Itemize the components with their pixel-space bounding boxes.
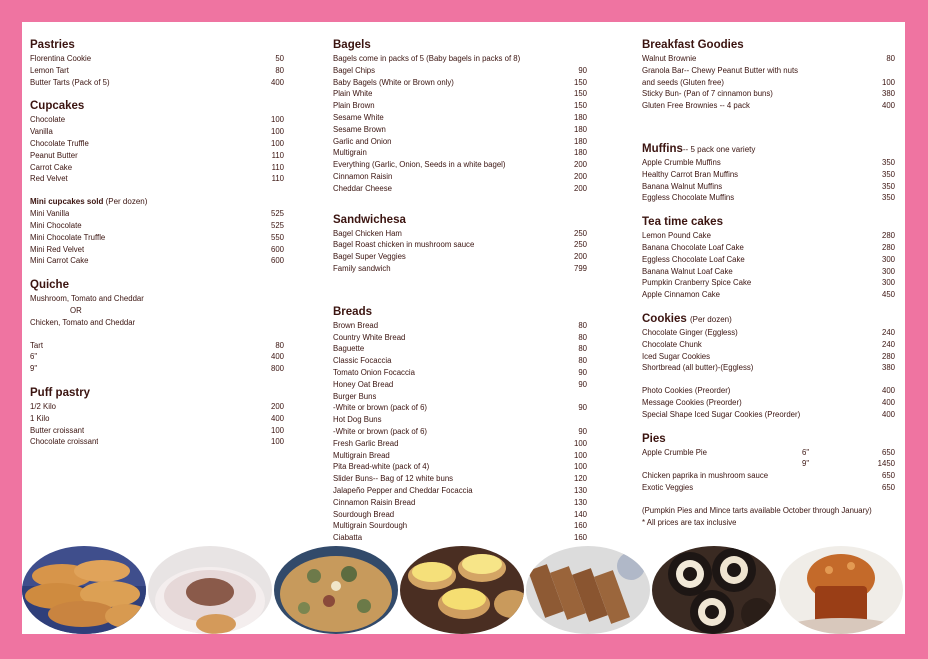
menu-item bbox=[642, 88, 895, 100]
breakfast-list bbox=[642, 53, 895, 112]
menu-item-name: 6" bbox=[30, 352, 38, 362]
menu-item-price: 600 bbox=[270, 256, 284, 266]
menu-item bbox=[30, 65, 284, 77]
menu-item bbox=[642, 53, 895, 65]
menu-item-name: Vanilla bbox=[30, 127, 53, 137]
menu-item-price: 100 bbox=[270, 127, 284, 137]
menu-item bbox=[333, 355, 587, 367]
section-title-muffins bbox=[642, 142, 895, 157]
menu-item bbox=[30, 220, 284, 232]
section-title-cookies bbox=[642, 312, 895, 327]
menu-item-name: 1/2 Kilo bbox=[30, 401, 57, 411]
menu-item bbox=[333, 450, 587, 462]
menu-item-price: 350 bbox=[881, 193, 895, 203]
menu-item bbox=[642, 242, 895, 254]
menu-item bbox=[333, 124, 587, 136]
menu-item-name: Sesame Brown bbox=[333, 124, 386, 134]
menu-item-price: 180 bbox=[573, 136, 587, 146]
menu-item-price: 100 bbox=[881, 77, 895, 87]
menu-item-name: Chocolate Truffle bbox=[30, 138, 89, 148]
menu-item-name: Burger Buns bbox=[333, 391, 377, 401]
tea-time-list bbox=[642, 230, 895, 301]
menu-item-name: Mini Vanilla bbox=[30, 209, 70, 219]
menu-item-name: Ciabatta bbox=[333, 533, 363, 543]
menu-item-price: 100 bbox=[573, 462, 587, 472]
menu-item bbox=[333, 251, 587, 263]
menu-item bbox=[30, 255, 284, 267]
menu-item-name: 1 Kilo bbox=[30, 413, 50, 423]
cookies-note: (Per dozen) bbox=[689, 314, 732, 324]
menu-item bbox=[333, 402, 587, 414]
menu-item-name: Bagel Roast chicken in mushroom sauce bbox=[333, 240, 475, 250]
menu-item-name: Special Shape Iced Sugar Cookies (Preorder) bbox=[642, 409, 801, 419]
menu-item-price: 120 bbox=[573, 474, 587, 484]
menu-item-name: Banana Chocolate Loaf Cake bbox=[642, 242, 744, 252]
menu-item-price: 799 bbox=[573, 263, 587, 273]
menu-item-name: Lemon Pound Cake bbox=[642, 231, 711, 241]
menu-item bbox=[30, 340, 284, 352]
menu-item bbox=[333, 263, 587, 275]
menu-item-price: 250 bbox=[573, 240, 587, 250]
menu-item bbox=[642, 482, 895, 494]
menu-item bbox=[333, 320, 587, 332]
menu-item-price: 80 bbox=[578, 332, 587, 342]
menu-item-name: Apple Cinnamon Cake bbox=[642, 290, 721, 300]
menu-item bbox=[333, 147, 587, 159]
section-title-bagels: Bagels bbox=[333, 39, 371, 51]
menu-item-price: 800 bbox=[270, 364, 284, 374]
menu-item-price: 80 bbox=[275, 65, 284, 75]
menu-item-name: Baby Bagels (White or Brown only) bbox=[333, 77, 454, 87]
menu-item bbox=[333, 343, 587, 355]
menu-item-name: Cheddar Cheese bbox=[333, 183, 392, 193]
menu-item-name: Baguette bbox=[333, 344, 365, 354]
pie-apple-row-1 bbox=[642, 447, 895, 459]
menu-item bbox=[333, 367, 587, 379]
pie-apple-name: Apple Crumble Pie bbox=[642, 447, 708, 457]
menu-item-price: 350 bbox=[881, 157, 895, 167]
cookies-title: Cookies bbox=[642, 312, 687, 325]
cupcakes-list bbox=[30, 114, 284, 185]
menu-item bbox=[333, 379, 587, 391]
menu-item-price: 80 bbox=[578, 344, 587, 354]
menu-item-name: Tart bbox=[30, 340, 43, 350]
section-title-pastries: Pastries bbox=[30, 39, 75, 51]
menu-item-name: Iced Sugar Cookies bbox=[642, 351, 711, 361]
menu-item-name: Sesame White bbox=[333, 112, 384, 122]
menu-item-name: Chocolate Chunk bbox=[642, 339, 702, 349]
menu-item-price: 150 bbox=[573, 89, 587, 99]
menu-item-price: 100 bbox=[270, 115, 284, 125]
menu-item-name: Red Velvet bbox=[30, 174, 68, 184]
menu-item-name: Shortbread (all butter)-(Eggless) bbox=[642, 363, 754, 373]
menu-item-price: 100 bbox=[573, 450, 587, 460]
menu-item-name: Classic Focaccia bbox=[333, 356, 392, 366]
section-title-breads: Breads bbox=[333, 305, 372, 318]
menu-item-price: 180 bbox=[573, 124, 587, 134]
menu-item bbox=[30, 126, 284, 138]
menu-item-name: Plain Brown bbox=[333, 101, 375, 111]
menu-item bbox=[333, 426, 587, 438]
menu-item-name: Cinnamon Raisin Bread bbox=[333, 497, 416, 507]
menu-item-price: 280 bbox=[881, 231, 895, 241]
menu-item bbox=[333, 136, 587, 148]
menu-item bbox=[642, 181, 895, 193]
menu-item-price: 160 bbox=[573, 533, 587, 543]
menu-item-name: Slider Buns-- Bag of 12 white buns bbox=[333, 474, 454, 484]
menu-item bbox=[642, 230, 895, 242]
menu-item bbox=[333, 183, 587, 195]
menu-item-price: 350 bbox=[881, 181, 895, 191]
quiche-or-label: OR bbox=[70, 305, 82, 315]
menu-item-name: Butter Tarts (Pack of 5) bbox=[30, 77, 110, 87]
breads-list bbox=[333, 320, 587, 544]
menu-column-2 bbox=[333, 38, 587, 544]
muffins-title: Muffins bbox=[642, 142, 683, 155]
pie-apple-size-2: 9" bbox=[802, 459, 810, 469]
menu-item-price: 600 bbox=[270, 244, 284, 254]
menu-item-name: Plain White bbox=[333, 89, 373, 99]
menu-item-name: Eggless Chocolate Loaf Cake bbox=[642, 254, 745, 264]
menu-item bbox=[642, 157, 895, 169]
menu-item bbox=[333, 414, 587, 426]
menu-item-price: 380 bbox=[881, 89, 895, 99]
menu-item-price: 80 bbox=[886, 54, 895, 63]
menu-item-price: 280 bbox=[881, 351, 895, 361]
menu-item-name: -White or brown (pack of 6) bbox=[333, 426, 428, 436]
pie-apple-row-2 bbox=[642, 458, 895, 470]
menu-item-name: Hot Dog Buns bbox=[333, 415, 382, 425]
tax-note bbox=[642, 517, 895, 529]
menu-item-price: 240 bbox=[881, 339, 895, 349]
section-title-tea-time-cakes: Tea time cakes bbox=[642, 216, 723, 229]
quiche-option-1-label: Mushroom, Tomato and Cheddar bbox=[30, 294, 144, 304]
menu-item bbox=[333, 77, 587, 89]
menu-item-name: Mini Carrot Cake bbox=[30, 256, 89, 266]
menu-item-price: 150 bbox=[573, 101, 587, 111]
menu-item-name: Country White Bread bbox=[333, 332, 406, 342]
menu-item-name: Banana Walnut Loaf Cake bbox=[642, 266, 733, 276]
menu-item-name: Bagel Chicken Ham bbox=[333, 228, 402, 238]
menu-item-name: Sourdough Bread bbox=[333, 509, 395, 519]
menu-item-name: Carrot Cake bbox=[30, 162, 73, 172]
menu-item bbox=[642, 65, 895, 77]
menu-item-name: Cinnamon Raisin bbox=[333, 171, 393, 181]
menu-item bbox=[642, 169, 895, 181]
section-title-breakfast-goodies: Breakfast Goodies bbox=[642, 39, 744, 51]
section-title-sandwiches: Sandwichesa bbox=[333, 213, 406, 226]
menu-item-price: 200 bbox=[270, 401, 284, 411]
pinwheel-cookies-photo bbox=[652, 546, 776, 634]
bagels-list bbox=[333, 65, 587, 195]
menu-item-price: 300 bbox=[881, 278, 895, 288]
menu-item-name: Mini Chocolate Truffle bbox=[30, 232, 106, 242]
menu-item-price: 130 bbox=[573, 485, 587, 495]
menu-item bbox=[30, 77, 284, 89]
menu-item bbox=[30, 425, 284, 437]
menu-item bbox=[30, 351, 284, 363]
menu-item-price: 200 bbox=[573, 183, 587, 193]
menu-item bbox=[30, 53, 284, 65]
menu-item-name: Gluten Free Brownies -- 4 pack bbox=[642, 101, 750, 111]
menu-item-price: 50 bbox=[275, 54, 284, 63]
menu-item-name: Tomato Onion Focaccia bbox=[333, 367, 415, 377]
menu-sheet bbox=[22, 22, 905, 634]
menu-item bbox=[642, 327, 895, 339]
menu-item-price: 250 bbox=[573, 228, 587, 238]
menu-item bbox=[642, 289, 895, 301]
menu-item-price: 150 bbox=[573, 77, 587, 87]
menu-item bbox=[642, 385, 895, 397]
menu-item-price: 300 bbox=[881, 266, 895, 276]
menu-column-3 bbox=[642, 38, 895, 528]
menu-item-name: Walnut Brownie bbox=[642, 54, 697, 63]
menu-item-price: 110 bbox=[271, 150, 284, 160]
menu-item-name: Message Cookies (Preorder) bbox=[642, 397, 742, 407]
menu-item bbox=[642, 77, 895, 89]
section-title-cupcakes: Cupcakes bbox=[30, 100, 85, 113]
menu-item-name: Garlic and Onion bbox=[333, 136, 392, 146]
pies-list bbox=[642, 470, 895, 494]
menu-item-name: Mini Red Velvet bbox=[30, 244, 85, 254]
menu-item-price: 400 bbox=[881, 386, 895, 396]
menu-item bbox=[30, 401, 284, 413]
menu-item bbox=[333, 159, 587, 171]
bread-rolls-photo bbox=[22, 546, 146, 634]
menu-item-price: 90 bbox=[578, 426, 587, 436]
cookies-list bbox=[642, 327, 895, 374]
menu-item bbox=[642, 100, 895, 112]
menu-item-name: Healthy Carrot Bran Muffins bbox=[642, 169, 739, 179]
menu-item bbox=[642, 254, 895, 266]
menu-item-price: 100 bbox=[270, 138, 284, 148]
menu-item-price: 650 bbox=[881, 471, 895, 481]
quiche-sizes-list bbox=[30, 340, 284, 375]
menu-item-name: Chocolate croissant bbox=[30, 437, 99, 447]
menu-item bbox=[333, 461, 587, 473]
menu-item bbox=[333, 88, 587, 100]
menu-item-price: 140 bbox=[573, 509, 587, 519]
menu-item bbox=[30, 363, 284, 375]
menu-item-price: 110 bbox=[271, 174, 284, 184]
menu-item bbox=[642, 192, 895, 204]
menu-item-name: Granola Bar-- Chewy Peanut Butter with nuts bbox=[642, 65, 799, 75]
menu-item-name: Florentina Cookie bbox=[30, 54, 92, 63]
pie-apple-size-1: 6" bbox=[802, 447, 810, 457]
menu-item-name: Butter croissant bbox=[30, 425, 85, 435]
menu-item-price: 200 bbox=[573, 160, 587, 170]
menu-item-name: Multigrain Sourdough bbox=[333, 521, 408, 531]
menu-item bbox=[30, 244, 284, 256]
section-title-quiche: Quiche bbox=[30, 279, 69, 292]
menu-item-price: 300 bbox=[881, 254, 895, 264]
puff-pastry-list bbox=[30, 401, 284, 448]
cookies-preorder-list bbox=[642, 385, 895, 420]
section-title-pies: Pies bbox=[642, 432, 666, 445]
menu-item-price: 130 bbox=[573, 497, 587, 507]
menu-item-price: 525 bbox=[270, 209, 284, 219]
pies-availability-text: (Pumpkin Pies and Mince tarts available October through January) bbox=[642, 505, 872, 515]
menu-item-price: 160 bbox=[573, 521, 587, 531]
menu-item-name: Bagel Chips bbox=[333, 65, 376, 75]
muffins-list bbox=[642, 157, 895, 204]
menu-item-name: Chocolate Ginger (Eggless) bbox=[642, 327, 738, 337]
menu-item-name: Family sandwich bbox=[333, 263, 391, 273]
menu-item-name: Jalapeño Pepper and Cheddar Focaccia bbox=[333, 485, 473, 495]
menu-item-price: 450 bbox=[881, 290, 895, 300]
muffins-note: -- 5 pack one variety bbox=[682, 144, 756, 154]
menu-item bbox=[30, 114, 284, 126]
cream-bundt-photo bbox=[148, 546, 272, 634]
menu-item bbox=[642, 277, 895, 289]
menu-item-name: Chocolate bbox=[30, 115, 66, 125]
menu-item bbox=[642, 339, 895, 351]
quiche-or bbox=[30, 305, 284, 317]
menu-item-price: 400 bbox=[881, 101, 895, 111]
menu-item bbox=[642, 470, 895, 482]
menu-item bbox=[642, 397, 895, 409]
pies-availability-note bbox=[642, 505, 895, 517]
menu-item bbox=[333, 171, 587, 183]
sliced-loaf-photo bbox=[526, 546, 650, 634]
pie-apple-price-2: 1450 bbox=[877, 459, 895, 469]
menu-item-name: 9" bbox=[30, 364, 38, 374]
menu-item-price: 90 bbox=[578, 403, 587, 413]
menu-item-price: 380 bbox=[881, 363, 895, 373]
menu-item-name: Honey Oat Bread bbox=[333, 379, 394, 389]
menu-item-name: Photo Cookies (Preorder) bbox=[642, 386, 731, 396]
menu-item bbox=[333, 112, 587, 124]
menu-item-name: Lemon Tart bbox=[30, 65, 69, 75]
menu-item-name: Fresh Garlic Bread bbox=[333, 438, 399, 448]
bagels-intro bbox=[333, 53, 587, 65]
quiche-option-2-label: Chicken, Tomato and Cheddar bbox=[30, 317, 136, 327]
menu-item-name: Mini Chocolate bbox=[30, 220, 82, 230]
photo-strip bbox=[22, 546, 905, 634]
menu-item bbox=[333, 520, 587, 532]
menu-item-name: Bagel Super Veggies bbox=[333, 252, 406, 262]
menu-item-price: 400 bbox=[270, 352, 284, 362]
menu-item bbox=[30, 138, 284, 150]
menu-item bbox=[333, 438, 587, 450]
mini-cupcakes-title: Mini cupcakes sold bbox=[30, 197, 104, 207]
menu-item-name: Everything (Garlic, Onion, Seeds in a white bagel) bbox=[333, 160, 506, 170]
menu-item-price: 400 bbox=[270, 413, 284, 423]
pie-apple-price-1: 650 bbox=[881, 447, 895, 457]
menu-item bbox=[333, 239, 587, 251]
menu-item-price: 400 bbox=[270, 77, 284, 87]
menu-item-price: 180 bbox=[573, 148, 587, 158]
menu-item-price: 400 bbox=[881, 409, 895, 419]
menu-item-name: Chicken paprika in mushroom sauce bbox=[642, 471, 769, 481]
menu-item-price: 90 bbox=[578, 367, 587, 377]
menu-item-name: Exotic Veggies bbox=[642, 482, 694, 492]
bagels-intro-text: Bagels come in packs of 5 (Baby bagels in packs of 8) bbox=[333, 54, 521, 63]
menu-item bbox=[333, 100, 587, 112]
menu-item-name: Pita Bread-white (pack of 4) bbox=[333, 462, 430, 472]
menu-item bbox=[333, 65, 587, 77]
menu-item-price: 280 bbox=[881, 242, 895, 252]
menu-item-price: 200 bbox=[573, 252, 587, 262]
menu-item bbox=[30, 436, 284, 448]
menu-item-name: Pumpkin Cranberry Spice Cake bbox=[642, 278, 752, 288]
menu-item-price: 650 bbox=[881, 482, 895, 492]
menu-item bbox=[642, 409, 895, 421]
menu-item-name: Eggless Chocolate Muffins bbox=[642, 193, 735, 203]
menu-item bbox=[642, 362, 895, 374]
menu-item-price: 525 bbox=[270, 220, 284, 230]
menu-item bbox=[333, 485, 587, 497]
mini-cupcakes-note: (Per dozen) bbox=[105, 197, 148, 207]
menu-item bbox=[333, 532, 587, 544]
quiche-option-2 bbox=[30, 317, 284, 329]
menu-item bbox=[30, 208, 284, 220]
menu-item-name: Apple Crumble Muffins bbox=[642, 157, 721, 167]
menu-item bbox=[333, 497, 587, 509]
menu-item-price: 550 bbox=[270, 232, 284, 242]
menu-column-1 bbox=[30, 38, 284, 448]
tax-note-text: * All prices are tax inclusive bbox=[642, 517, 737, 527]
menu-item-price: 180 bbox=[573, 112, 587, 122]
menu-item-price: 100 bbox=[270, 425, 284, 435]
menu-item-name: -White or brown (pack of 6) bbox=[333, 403, 428, 413]
menu-item-name: Brown Bread bbox=[333, 320, 379, 330]
menu-item-price: 200 bbox=[573, 171, 587, 181]
menu-item-price: 350 bbox=[881, 169, 895, 179]
section-title-puff-pastry: Puff pastry bbox=[30, 386, 91, 399]
menu-item-price: 80 bbox=[578, 356, 587, 366]
menu-item bbox=[333, 332, 587, 344]
focaccia-photo bbox=[274, 546, 398, 634]
menu-item-price: 100 bbox=[270, 437, 284, 447]
menu-item-price: 100 bbox=[573, 438, 587, 448]
muffin-photo bbox=[779, 546, 903, 634]
quiche-option-1 bbox=[30, 293, 284, 305]
menu-item bbox=[333, 473, 587, 485]
menu-item-price: 110 bbox=[271, 162, 284, 172]
section-title-mini-cupcakes bbox=[30, 196, 284, 208]
menu-item bbox=[333, 391, 587, 403]
menu-item bbox=[30, 150, 284, 162]
menu-item bbox=[30, 173, 284, 185]
menu-item bbox=[30, 232, 284, 244]
menu-item-name: Peanut Butter bbox=[30, 150, 78, 160]
menu-item bbox=[333, 509, 587, 521]
menu-item bbox=[642, 351, 895, 363]
menu-item-name: Multigrain bbox=[333, 148, 367, 158]
menu-item-name: Sticky Bun- (Pan of 7 cinnamon buns) bbox=[642, 89, 773, 99]
menu-item-price: 80 bbox=[275, 340, 284, 350]
menu-item-name: Banana Walnut Muffins bbox=[642, 181, 723, 191]
menu-item-price: 80 bbox=[578, 320, 587, 330]
sandwiches-list bbox=[333, 228, 587, 275]
menu-item-price: 90 bbox=[578, 379, 587, 389]
menu-item bbox=[30, 162, 284, 174]
menu-item-price: 400 bbox=[881, 397, 895, 407]
mini-cupcakes-list bbox=[30, 208, 284, 267]
menu-item bbox=[30, 413, 284, 425]
menu-item-name: and seeds (Gluten free) bbox=[642, 77, 724, 87]
menu-item-price: 240 bbox=[881, 327, 895, 337]
menu-item bbox=[642, 266, 895, 278]
menu-item-price: 90 bbox=[578, 65, 587, 75]
menu-item-name: Multigrain Bread bbox=[333, 450, 390, 460]
lemon-tarts-photo bbox=[400, 546, 524, 634]
menu-item bbox=[333, 228, 587, 240]
pastries-list bbox=[30, 53, 284, 88]
